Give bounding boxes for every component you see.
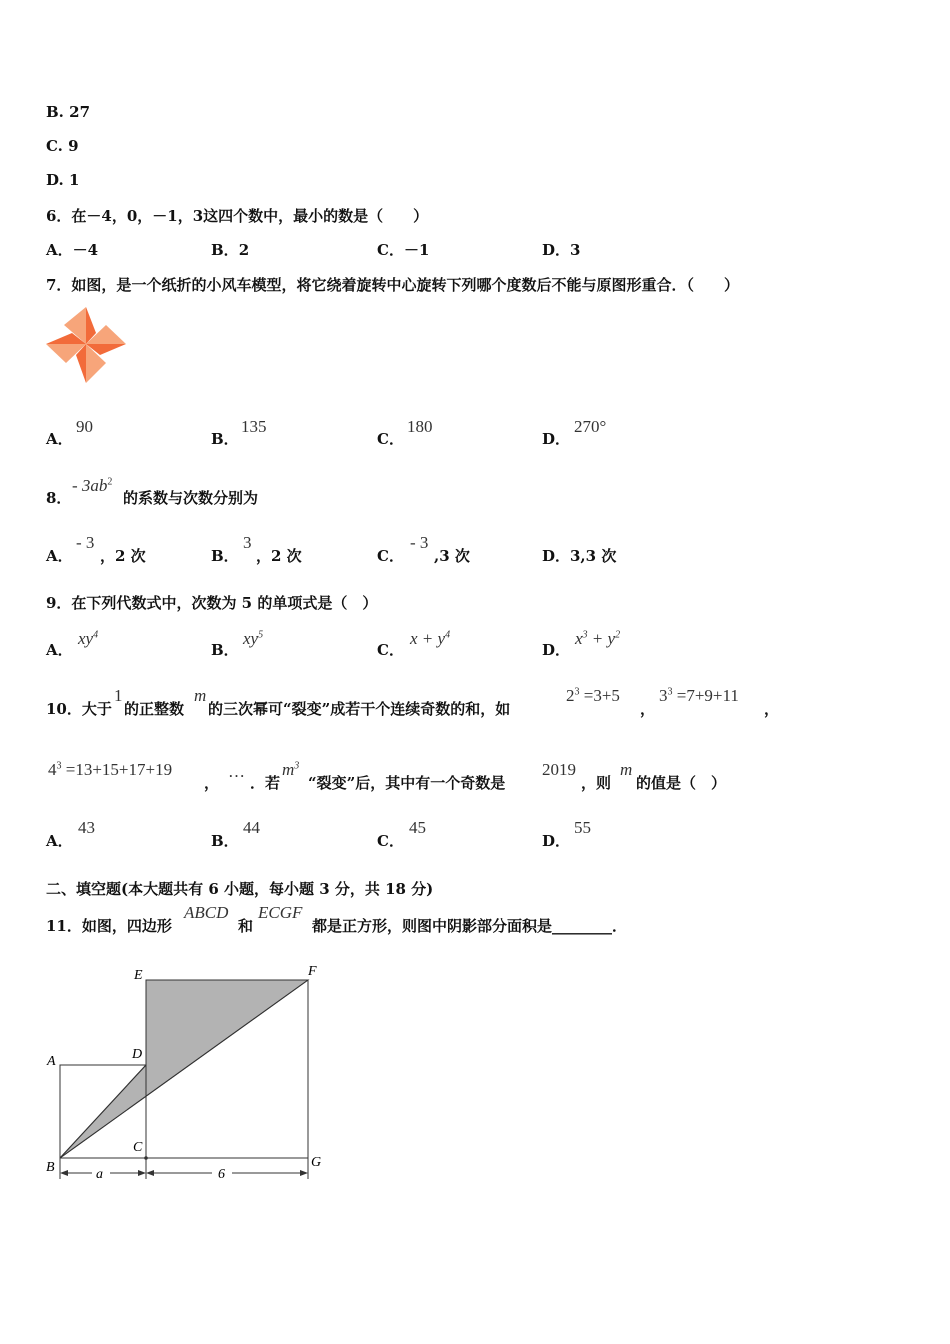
q11-text-3: 都是正方形，则图中阴影部分面积是________．	[312, 917, 628, 935]
q9-option-c-label: C．	[377, 641, 404, 659]
q10-options	[0, 818, 950, 858]
q10-expr-2: $3^3 =7+9+11$	[659, 686, 739, 705]
q8-option-c-math: - 3	[410, 533, 429, 552]
option-b-prev: B. 27	[46, 103, 91, 121]
q10-comma-1: ，	[640, 700, 656, 718]
q7-option-c-value: 180	[407, 417, 433, 436]
q8-options	[0, 533, 950, 573]
q10-text-7: ，则	[581, 774, 612, 792]
arrow-a-left	[60, 1170, 68, 1176]
q10-year: 2019	[542, 760, 576, 779]
q10-text-8: 的值是（ ）	[636, 774, 727, 792]
q9-option-b-label: B．	[211, 641, 239, 659]
label-dim-a: a	[96, 1167, 103, 1182]
q7-option-b-label: B．	[211, 430, 239, 448]
label-dim-6: 6	[218, 1167, 225, 1182]
q8-option-a-math: - 3	[76, 533, 95, 552]
q10-text-5: ．若	[250, 774, 281, 792]
q9-option-a-label: A．	[46, 641, 73, 659]
q10-m: m	[194, 686, 207, 705]
q9-option-d-math: $x^3 + y^2$	[575, 629, 621, 648]
label-a: A	[47, 1054, 56, 1069]
q10-expr-1: $2^3 =3+5$	[566, 686, 620, 705]
label-e: E	[134, 968, 143, 983]
option-d-prev: D. 1	[46, 171, 80, 189]
q10-text-2: 的正整数	[124, 700, 185, 718]
q10-stem-line1	[0, 686, 950, 726]
q8-option-c-text: ,3 次	[434, 547, 470, 565]
q10-dots: …	[228, 762, 245, 781]
pinwheel-figure	[44, 303, 128, 385]
q10-text-3: 的三次幂可“裂变”成若干个连续奇数的和，如	[208, 700, 511, 718]
q7-option-a-label: A．	[46, 430, 73, 448]
q6-stem: 6．在－4，0，－1，3这四个数中，最小的数是（ ）	[46, 207, 429, 225]
label-c: C	[133, 1140, 143, 1155]
q9-option-d-label: D．	[542, 641, 571, 659]
q8-number: 8．	[46, 489, 72, 507]
q8-stem	[0, 476, 950, 516]
label-d: D	[132, 1047, 143, 1062]
q7-option-d-label: D．	[542, 430, 571, 448]
q10-expr-3: $4^3 =13+15+17+19$	[48, 760, 173, 779]
q10-text-1: 10．大于	[46, 700, 112, 718]
arrow-6-left	[146, 1170, 154, 1176]
q10-one: 1	[114, 686, 123, 705]
q6-option-c: C．－1	[377, 241, 430, 259]
q10-option-c-label: C．	[377, 832, 404, 850]
q9-option-a-math: $xy^4$	[78, 629, 99, 648]
q8-option-c-label: C．	[377, 547, 404, 565]
q7-option-c-label: C．	[377, 430, 404, 448]
q11-text-2: 和	[238, 917, 254, 935]
q8-option-d-label: D．	[542, 547, 571, 565]
q7-option-a-value: 90	[76, 417, 93, 436]
q9-option-b-math: $xy^5$	[243, 629, 264, 648]
q8-option-a-text: ，2 次	[100, 547, 146, 565]
q8-option-d-text: 3,3 次	[570, 547, 617, 565]
q11-stem	[0, 903, 950, 943]
q7-options	[0, 417, 950, 457]
q6-option-d: D．3	[542, 241, 581, 259]
q10-option-a-value: 43	[78, 818, 95, 837]
label-f: F	[308, 964, 317, 979]
q10-option-a-label: A．	[46, 832, 73, 850]
arrow-a-right	[138, 1170, 146, 1176]
q11-abcd: ABCD	[184, 903, 229, 922]
q10-text-4: ，	[204, 774, 220, 792]
q9-stem: 9．在下列代数式中，次数为 5 的单项式是（ ）	[46, 594, 378, 612]
q11-text-1: 11．如图，四边形	[46, 917, 172, 935]
q10-m-cubed: $m^3$	[282, 760, 300, 779]
q10-option-b-label: B．	[211, 832, 239, 850]
q8-stem-text: 的系数与次数分别为	[123, 489, 259, 507]
q6-options	[0, 239, 950, 279]
q11-ecgf: ECGF	[258, 903, 303, 922]
q10-stem-line2	[0, 760, 950, 800]
option-c-prev: C. 9	[46, 137, 79, 155]
q10-text-6: “裂变”后，其中有一个奇数是	[308, 774, 506, 792]
squares-figure	[40, 955, 340, 1195]
q8-option-a-label: A．	[46, 547, 73, 565]
q10-option-d-label: D．	[542, 832, 571, 850]
q6-option-b: B．2	[211, 241, 250, 259]
q9-option-c-math: $x + y^4$	[410, 629, 451, 648]
q7-option-d-value: 270°	[574, 417, 607, 436]
q8-option-b-label: B．	[211, 547, 239, 565]
q10-option-b-value: 44	[243, 818, 260, 837]
q8-option-b-text: ，2 次	[256, 547, 302, 565]
q8-expression: - $3ab^2$	[72, 476, 113, 495]
q6-option-a: A．－4	[46, 241, 99, 259]
q7-option-b-value: 135	[241, 417, 267, 436]
point-c-dot	[144, 1156, 148, 1160]
q8-option-b-math: 3	[243, 533, 252, 552]
q10-option-c-value: 45	[409, 818, 426, 837]
section-2-heading: 二、填空题(本大题共有 6 小题，每小题 3 分，共 18 分)	[46, 880, 434, 898]
q10-comma-2: ，	[764, 700, 780, 718]
q7-stem: 7．如图，是一个纸折的小风车模型，将它绕着旋转中心旋转下列哪个度数后不能与原图形重合．（ ）	[46, 276, 739, 294]
label-g: G	[311, 1155, 322, 1170]
q10-m-2: m	[620, 760, 633, 779]
q9-options	[0, 627, 950, 667]
q10-option-d-value: 55	[574, 818, 591, 837]
arrow-6-right	[300, 1170, 308, 1176]
label-b: B	[46, 1160, 55, 1175]
